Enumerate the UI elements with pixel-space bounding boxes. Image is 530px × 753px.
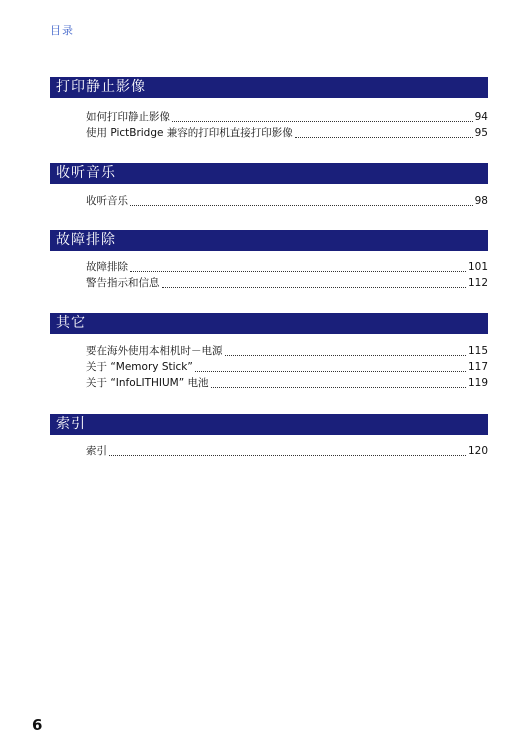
toc-entry[interactable] bbox=[86, 444, 488, 459]
toc-entry-page: 101 bbox=[467, 261, 488, 273]
toc-entry-page: 117 bbox=[467, 361, 488, 373]
leader-dots bbox=[130, 271, 466, 272]
toc-entry-page: 120 bbox=[467, 445, 488, 457]
toc-entry-page: 112 bbox=[467, 277, 488, 289]
toc-entry-title: 故障排除 bbox=[86, 261, 128, 273]
leader-dots bbox=[162, 287, 466, 288]
toc-entry-title: 索引 bbox=[86, 445, 107, 457]
toc-entry-page: 95 bbox=[474, 127, 488, 139]
leader-dots bbox=[109, 455, 466, 456]
toc-entry[interactable] bbox=[86, 360, 488, 375]
toc-entry[interactable] bbox=[86, 344, 488, 359]
toc-entry[interactable] bbox=[86, 194, 488, 209]
section-header-index: 索引 bbox=[50, 414, 488, 435]
leader-dots bbox=[130, 205, 473, 206]
section-header-music: 收听音乐 bbox=[50, 163, 488, 184]
toc-entry-page: 115 bbox=[467, 345, 488, 357]
toc-entry-page: 98 bbox=[474, 195, 488, 207]
leader-dots bbox=[211, 387, 466, 388]
section-header-print: 打印静止影像 bbox=[50, 77, 488, 98]
toc-entry-page: 94 bbox=[474, 111, 488, 123]
toc-entry-title: 警告指示和信息 bbox=[86, 277, 160, 289]
page-number: 6 bbox=[32, 716, 43, 734]
toc-link[interactable]: 目录 bbox=[50, 24, 74, 37]
toc-entry[interactable] bbox=[86, 260, 488, 275]
toc-entry-title: 关于 “Memory Stick” bbox=[86, 361, 193, 373]
toc-entry-title: 收听音乐 bbox=[86, 195, 128, 207]
section-header-troubleshooting: 故障排除 bbox=[50, 230, 488, 251]
leader-dots bbox=[172, 121, 473, 122]
toc-entry[interactable] bbox=[86, 376, 488, 391]
toc-entry-page: 119 bbox=[467, 377, 488, 389]
leader-dots bbox=[295, 137, 473, 138]
toc-entry-title: 要在海外使用本相机时－电源 bbox=[86, 345, 223, 357]
toc-entry[interactable] bbox=[86, 276, 488, 291]
toc-entry-title: 关于 “InfoLITHIUM” 电池 bbox=[86, 377, 209, 389]
section-header-other: 其它 bbox=[50, 313, 488, 334]
leader-dots bbox=[195, 371, 466, 372]
toc-entry[interactable] bbox=[86, 110, 488, 125]
toc-entry[interactable] bbox=[86, 126, 488, 141]
toc-entry-title: 使用 PictBridge 兼容的打印机直接打印影像 bbox=[86, 127, 293, 139]
leader-dots bbox=[225, 355, 466, 356]
toc-entry-title: 如何打印静止影像 bbox=[86, 111, 170, 123]
